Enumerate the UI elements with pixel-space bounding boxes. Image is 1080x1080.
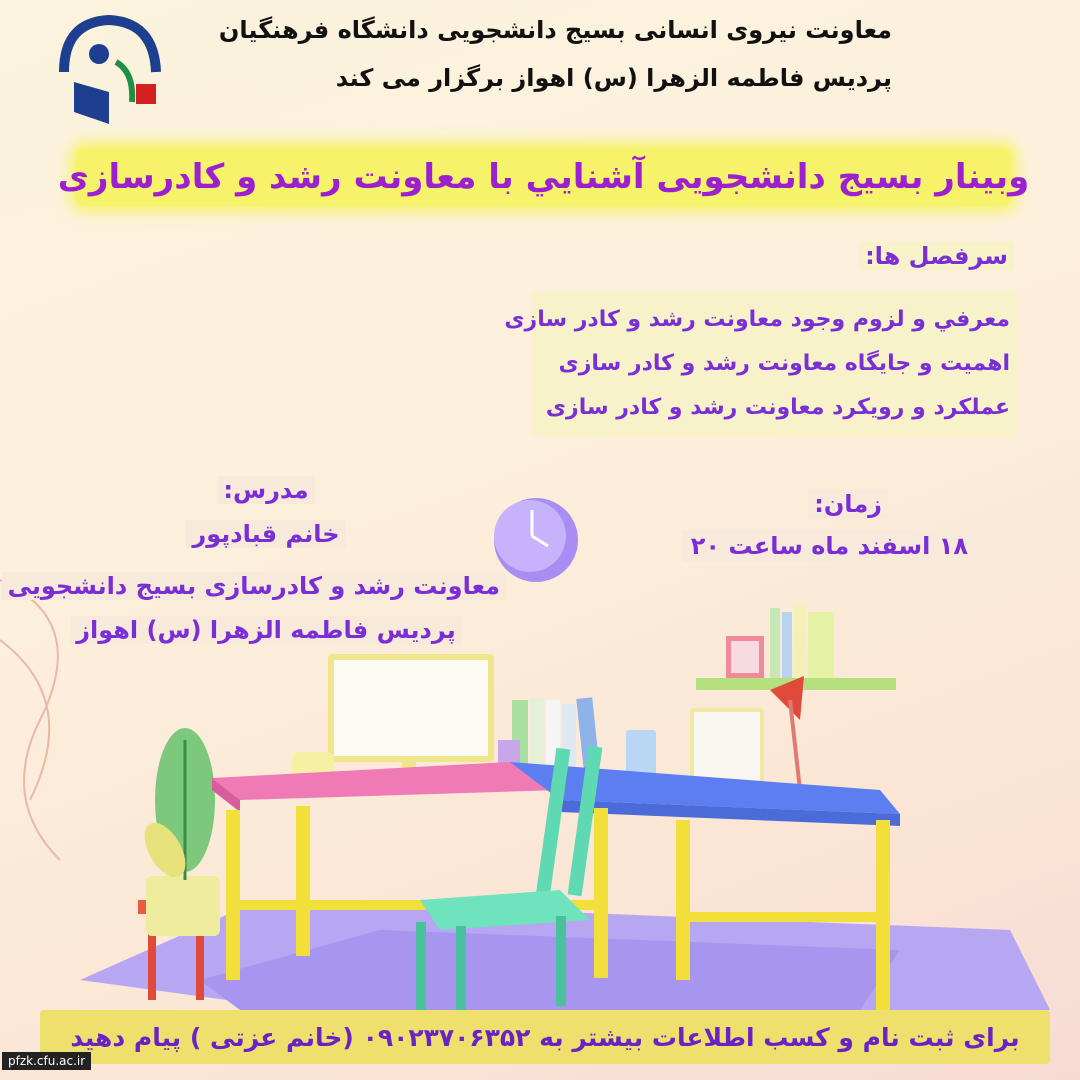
- topics-list: [504, 292, 1018, 436]
- footer-text: برای ثبت نام و کسب اطلاعات بیشتر به ۰۹۰۲۳۷۰۶۳۵۲ (خانم عزتی ) پیام دهید: [70, 1022, 1020, 1052]
- topic-item: معرفي و لزوم وجود معاونت رشد و کادر سازی: [504, 307, 1010, 332]
- time-label: زمان:: [808, 490, 888, 518]
- logo-emblem: [54, 12, 164, 132]
- teacher-label: مدرس:: [217, 476, 314, 504]
- header-line-2: پردیس فاطمه الزهرا (س) اهواز برگزار می کند: [335, 64, 892, 92]
- topics-heading: سرفصل ها:: [859, 242, 1014, 270]
- title-banner: [57, 148, 1030, 206]
- teacher-role-line1: معاونت رشد و کادرسازی بسیج دانشجویی: [2, 572, 506, 600]
- teacher-block: [7, 468, 506, 652]
- topic-item: عملکرد و رویکرد معاونت رشد و کادر سازی: [545, 395, 1010, 420]
- time-value: ۱۸ اسفند ماه ساعت ۲۰: [683, 530, 976, 562]
- teacher-name: خانم قبادپور: [186, 520, 345, 548]
- teacher-role-line2: پردیس فاطمه الزهرا (س) اهواز: [70, 616, 462, 644]
- topic-item: اهمیت و جایگاه معاونت رشد و کادر سازی: [558, 351, 1010, 376]
- footer-banner: [40, 1010, 1050, 1064]
- header-line-1: معاونت نیروی انسانی بسیج دانشجویی دانشگاه فرهنگیان: [218, 16, 892, 44]
- watermark: pfzk.cfu.ac.ir: [2, 1052, 91, 1070]
- page-title: وبینار بسیج دانشجویی آشنايي با معاونت رشد و کادرسازی: [57, 157, 1030, 197]
